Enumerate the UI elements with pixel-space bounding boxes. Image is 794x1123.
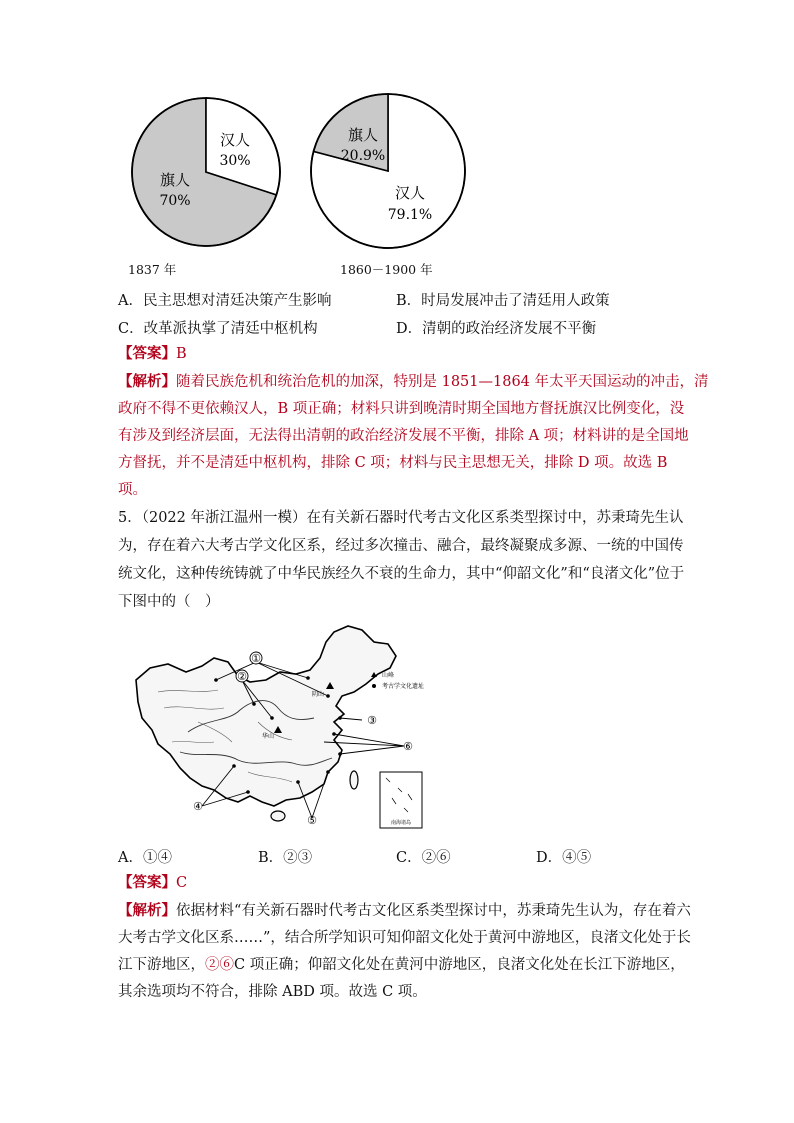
pie-value-hanren-1837: 30%: [219, 153, 251, 169]
pie-title-1837: 1837 年: [128, 262, 177, 277]
map-label-huashan: 华山: [262, 733, 275, 740]
pie-value-qiren-1860: 20.9%: [340, 148, 386, 164]
q4-analysis-line-3: 有涉及到经济层面，无法得出清朝的政治经济发展不平衡，排除 A 项；材料讲的是全国地: [118, 428, 689, 444]
q4-option-b[interactable]: B．时局发展冲击了清廷用人政策: [396, 293, 610, 309]
q5-analysis-line-1: [118, 901, 691, 921]
q4-analysis-line-4: 方督抚，并不是清廷中枢机构，排除 C 项；材料与民主思想无关，排除 D 项。故选 B: [118, 455, 668, 471]
taiwan-island: [350, 771, 358, 789]
pie-label-hanren-1860: 汉人: [394, 184, 426, 202]
answer-tag: 【答案】: [118, 345, 176, 362]
legend-site-icon: [372, 684, 376, 688]
china-map: [128, 622, 428, 837]
analysis-text: 江下游地区，: [118, 957, 205, 973]
map-marker-6: ⑥: [403, 740, 413, 753]
analysis-text: C 项正确；仰韶文化处在黄河中游地区，良渚文化处在长江下游地区，: [234, 957, 685, 973]
analysis-tag: 【解析】: [118, 373, 176, 390]
q5-stem-line-3: 统文化，这种传统铸就了中华民族经久不衰的生命力，其中“仰韶文化”和“良渚文化”位于: [118, 566, 685, 582]
q5-analysis-line-3: [118, 955, 685, 975]
q5-analysis-line-4: 其余选项均不符合，排除 ABD 项。故选 C 项。: [118, 984, 427, 1000]
q4-analysis-line-5: 项。: [118, 482, 147, 498]
pie-title-1860-1900: 1860－1900 年: [340, 262, 433, 277]
pie-label-hanren-1837: 汉人: [219, 131, 251, 149]
inset-label: 南海诸岛: [390, 820, 412, 826]
q4-answer: [118, 344, 187, 364]
q5-stem-line-1: 5．（2022 年浙江温州一模）在有关新石器时代考古文化区系类型探讨中，苏秉琦先生认: [118, 510, 684, 526]
pie-chart-1860-1900: [308, 90, 468, 252]
analysis-tag: 【解析】: [118, 902, 176, 919]
analysis-text: 依据材料“有关新石器时代考古文化区系类型探讨中，苏秉琦先生认为，存在着六: [176, 903, 691, 919]
pie-value-hanren-1860: 79.1%: [387, 207, 433, 223]
pie-value-qiren-1837: 70%: [159, 193, 191, 209]
answer-tag: 【答案】: [118, 874, 176, 891]
q5-option-d[interactable]: D．④⑤: [536, 850, 592, 866]
map-marker-5: ⑤: [307, 814, 317, 827]
map-marker-3: ③: [367, 714, 377, 727]
answer-value: B: [176, 346, 187, 362]
legend-mountain-label: 山峰: [382, 672, 395, 679]
map-marker-4: ④: [193, 800, 203, 813]
pie-label-qiren-1837: 旗人: [159, 171, 191, 189]
answer-value: C: [176, 875, 188, 891]
q5-option-b[interactable]: B．②③: [258, 850, 313, 866]
q4-option-a[interactable]: A．民主思想对清廷决策产生影响: [118, 293, 332, 309]
q5-stem-line-4: 下图中的（ ）: [118, 594, 220, 610]
q4-option-d[interactable]: D．清朝的政治经济发展不平衡: [396, 321, 597, 337]
q4-analysis-line-1: [118, 372, 709, 392]
analysis-highlight: ②⑥: [205, 957, 234, 973]
map-label-yinshan: 阴山: [312, 691, 325, 698]
q5-answer: [118, 873, 187, 893]
hainan-island: [271, 811, 285, 821]
pie-chart-1837: [128, 92, 288, 252]
analysis-text: 随着民族危机和统治危机的加深，特别是 1851—1864 年太平天国运动的冲击，清: [176, 374, 709, 390]
q4-option-c[interactable]: C．改革派执掌了清廷中枢机构: [118, 321, 318, 337]
q5-option-a[interactable]: A．①④: [118, 850, 172, 866]
q4-analysis-line-2: 政府不得不更依赖汉人，B 项正确；材料只讲到晚清时期全国地方督抚旗汉比例变化，没: [118, 401, 685, 417]
map-marker-2: ②: [237, 670, 247, 683]
q5-stem-line-2: 为，存在着六大考古学文化区系，经过多次撞击、融合，最终凝聚成多源、一统的中国传: [118, 538, 684, 554]
q5-option-c[interactable]: C．②⑥: [396, 850, 451, 866]
pie-label-qiren-1860: 旗人: [347, 126, 379, 144]
q5-analysis-line-2: 大考古学文化区系……”，结合所学知识可知仰韶文化处于黄河中游地区，良渚文化处于长: [118, 930, 691, 946]
map-marker-1: ①: [251, 652, 261, 665]
legend-site-label: 考古学文化遗址: [382, 683, 425, 690]
china-map-figure: [128, 622, 428, 837]
